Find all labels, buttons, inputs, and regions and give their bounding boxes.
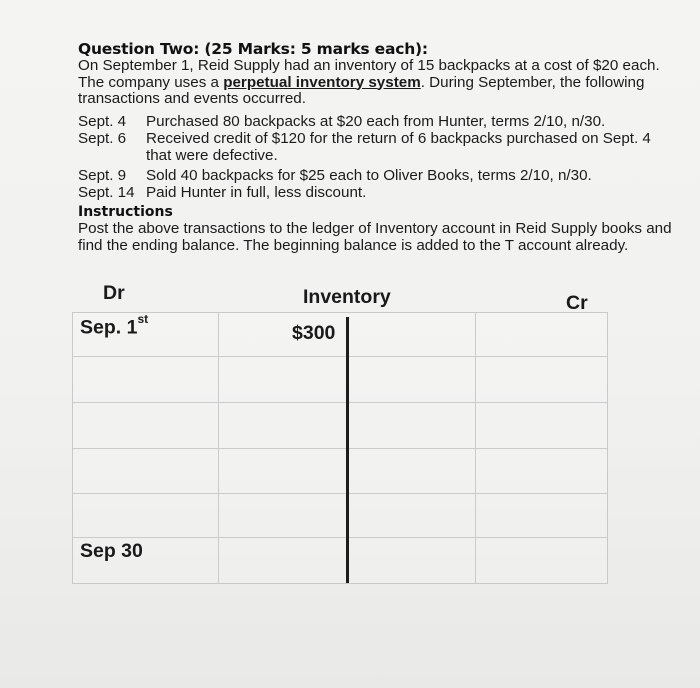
row-divider	[73, 356, 607, 357]
transaction-text: Purchased 80 backpacks at $20 each from Hunter, terms 2/10, n/30.	[146, 113, 606, 130]
intro-text-end: . During September, the following transactions and events occurred.	[78, 73, 645, 107]
opening-date: Sep. 1st	[80, 312, 149, 339]
intro-text-start: On September 1, Reid Supply had an inventory of 15 backpacks at a cost of $20 each. The company uses a	[78, 57, 660, 91]
t-account-center-line	[346, 317, 349, 583]
instructions-heading: Instructions	[78, 204, 173, 220]
opening-balance: $300	[292, 322, 336, 344]
transaction-text: Received credit of $120 for the return of 6 backpacks purchased on Sept. 4	[146, 130, 651, 147]
debit-column-divider	[218, 313, 219, 583]
t-account-title: Inventory	[303, 286, 391, 308]
question-intro	[78, 58, 688, 108]
row-divider	[73, 448, 607, 449]
transaction-date: Sept. 14	[78, 184, 135, 201]
debit-label: Dr	[103, 282, 125, 304]
transaction-date: Sept. 6	[78, 130, 127, 147]
instructions-text: Post the above transactions to the ledger of Inventory account in Reid Supply books and find the ending balance. The beginning balance is added to the T account already.	[78, 220, 672, 254]
row-divider	[73, 537, 607, 538]
transaction-date: Sept. 9	[78, 167, 127, 184]
transaction-row	[78, 168, 592, 185]
transaction-row	[78, 114, 605, 131]
transaction-text: Paid Hunter in full, less discount.	[146, 184, 367, 201]
transaction-row	[78, 185, 366, 202]
question-title: Question Two: (25 Marks: 5 marks each):	[78, 40, 428, 58]
credit-column-divider	[475, 313, 476, 583]
transaction-date: Sept. 4	[78, 113, 127, 130]
credit-label: Cr	[566, 292, 588, 314]
t-account-table	[72, 312, 608, 584]
row-divider	[73, 493, 607, 494]
transaction-row	[78, 131, 651, 148]
transaction-text-continued: that were defective.	[146, 147, 278, 164]
row-divider	[73, 402, 607, 403]
closing-date: Sep 30	[80, 540, 143, 562]
intro-key-term: perpetual inventory system	[223, 73, 421, 91]
transaction-text: Sold 40 backpacks for $25 each to Oliver Books, terms 2/10, n/30.	[146, 167, 592, 184]
